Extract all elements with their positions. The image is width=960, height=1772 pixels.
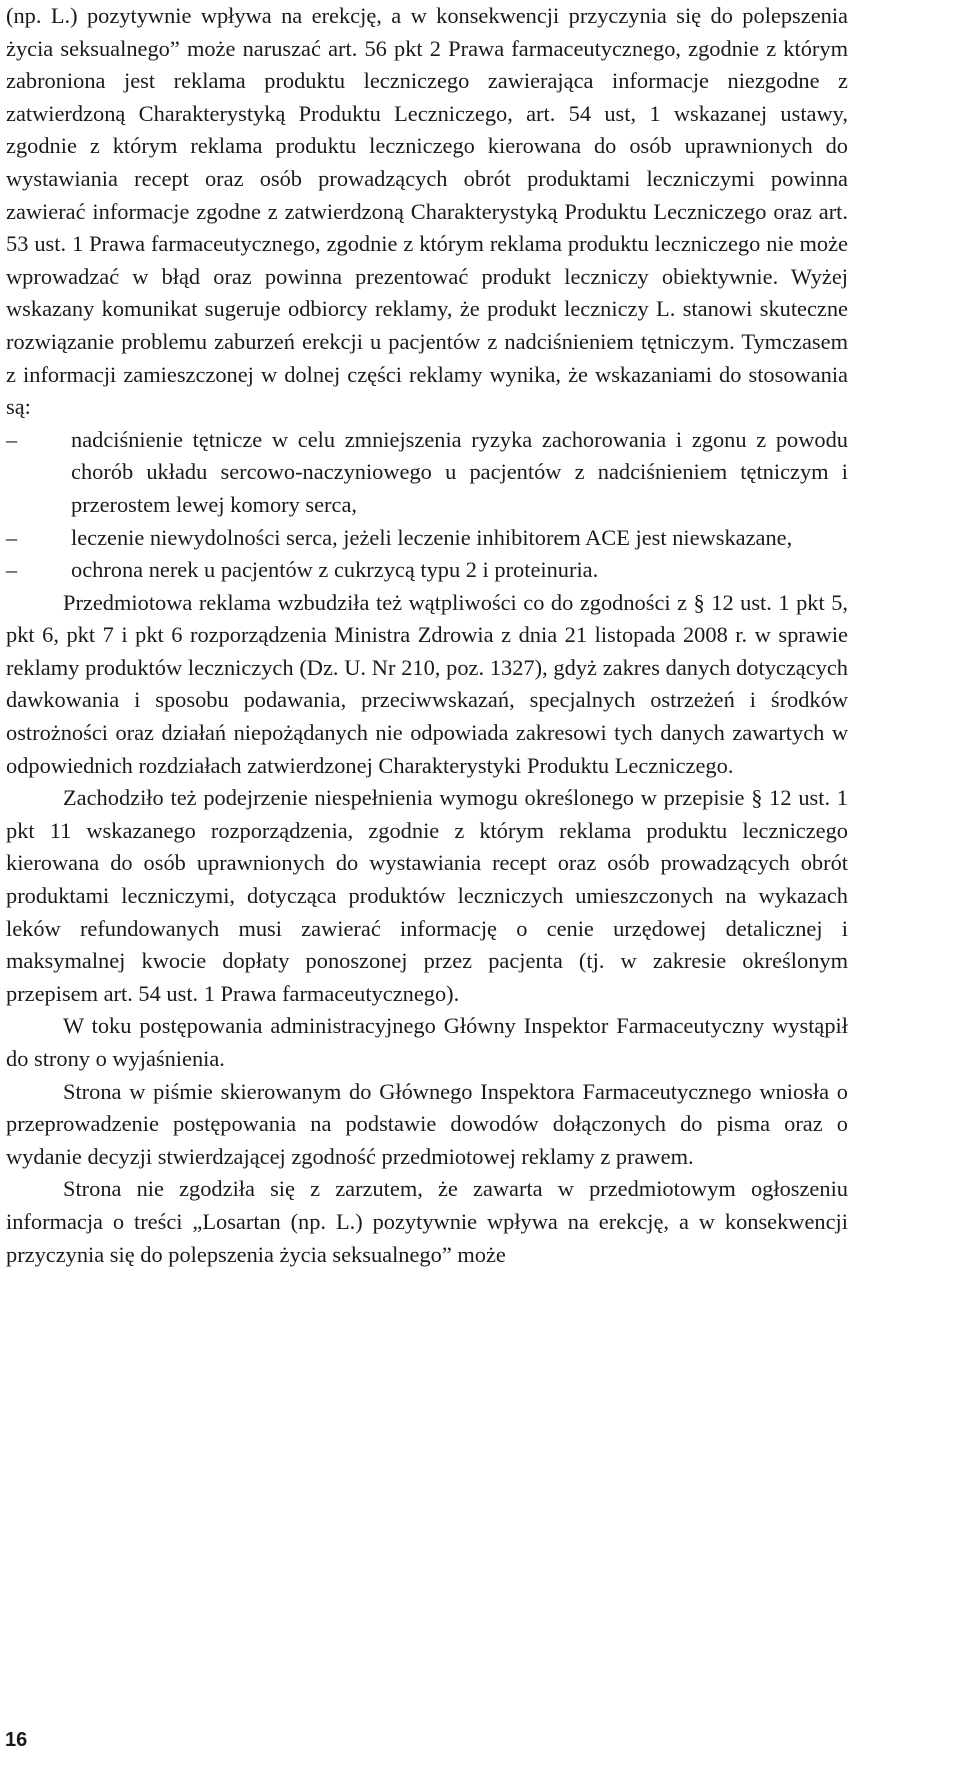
list-item-text: nadciśnienie tętnicze w celu zmniejszenia ryzyka zachorowania i zgonu z powodu chorób układu sercowo-naczyniowego u pacjentów z nadciśnieniem tętniczym i przerostem lewej komory serca, (71, 426, 848, 517)
paragraph-2: Przedmiotowa reklama wzbudziła też wątpliwości co do zgodności z § 12 ust. 1 pkt 5, pkt 6, pkt 7 i pkt 6 rozporządzenia Ministra Zdrowia z dnia 21 listopada 2008 r. w sprawie reklamy produktów leczniczych (Dz. U. Nr 210, poz. 1327), gdyż zakres danych dotyczących dawkowania i sposobu podawania, przeciwwskazań, specjalnych ostrzeżeń i środków ostrożności oraz działań niepożądanych nie odpowiada zakresowi tych danych zawartych w odpowiednich rozdziałach zatwierdzonej Charakterystyki Produktu Leczniczego. (6, 589, 848, 778)
paragraph-1: (np. L.) pozytywnie wpływa na erekcję, a w konsekwencji przyczynia się do polepszenia życia seksualnego” może naruszać art. 56 pkt 2 Prawa farmaceutycznego, zgodnie z którym zabroniona jest reklama produktu leczniczego zawierająca informacje niezgodne z zatwierdzoną Charakterystyką Produktu Leczniczego, art. 54 ust, 1 wskazanej ustawy, zgodnie z którym reklama produktu leczniczego kierowana do osób uprawnionych do wystawiania recept oraz osób prowadzących obrót produktami leczniczymi powinna zawierać informacje zgodne z zatwierdzoną Charakterystyką Produktu Leczniczego oraz art. 53 ust. 1 Prawa farmaceutycznego, zgodnie z którym reklama produktu leczniczego nie może wprowadzać w błąd oraz powinna prezentować produkt leczniczy obiektywnie. Wyżej wskazany komunikat sugeruje odbiorcy reklamy, że produkt leczniczy L. stanowi skuteczne rozwiązanie problemu zaburzeń erekcji u pacjentów z nadciśnieniem tętniczym. Tymczasem z informacji zamieszczonej w dolnej części reklamy wynika, że wskazaniami do stosowania są: (6, 3, 848, 420)
page-number: 16 (5, 1729, 28, 1751)
list-item-text: ochrona nerek u pacjentów z cukrzycą typu 2 i proteinuria. (71, 557, 599, 583)
list-item-text: leczenie niewydolności serca, jeżeli leczenie inhibitorem ACE jest niewskazane, (71, 524, 793, 550)
paragraph-3: Zachodziło też podejrzenie niespełnienia wymogu określonego w przepisie § 12 ust. 1 pkt 11 wskazanego rozporządzenia, zgodnie z którym reklama produktu leczniczego kierowana do osób uprawnionych do wystawiania recept oraz osób prowadzących obrót produktami leczniczymi, dotycząca produktów leczniczych umieszczonych na wykazach leków refundowanych musi zawierać informację o cenie urzędowej detalicznej i maksymalnej kwocie dopłaty ponoszonej przez pacjenta (tj. w zakresie określonym przepisem art. 54 ust. 1 Prawa farmaceutycznego). (6, 785, 848, 1006)
list-item (6, 424, 848, 522)
list-item (6, 554, 848, 587)
dash-marker: – (6, 524, 18, 550)
dash-marker: – (6, 426, 18, 452)
indications-list (6, 424, 848, 587)
document-page (6, 0, 848, 1271)
dash-marker: – (6, 557, 18, 583)
paragraph-5: Strona w piśmie skierowanym do Głównego Inspektora Farmaceutycznego wniosła o przeprowadzenie postępowania na podstawie dowodów dołączonych do pisma oraz o wydanie decyzji stwierdzającej zgodność przedmiotowej reklamy z prawem. (6, 1078, 848, 1169)
paragraph-6: Strona nie zgodziła się z zarzutem, że zawarta w przedmiotowym ogłoszeniu informacja o treści „Losartan (np. L.) pozytywnie wpływa na erekcję, a w konsekwencji przyczynia się do polepszenia życia seksualnego” może (6, 1176, 848, 1267)
list-item (6, 522, 848, 555)
paragraph-4: W toku postępowania administracyjnego Główny Inspektor Farmaceutyczny wystąpił do strony o wyjaśnienia. (6, 1013, 848, 1071)
